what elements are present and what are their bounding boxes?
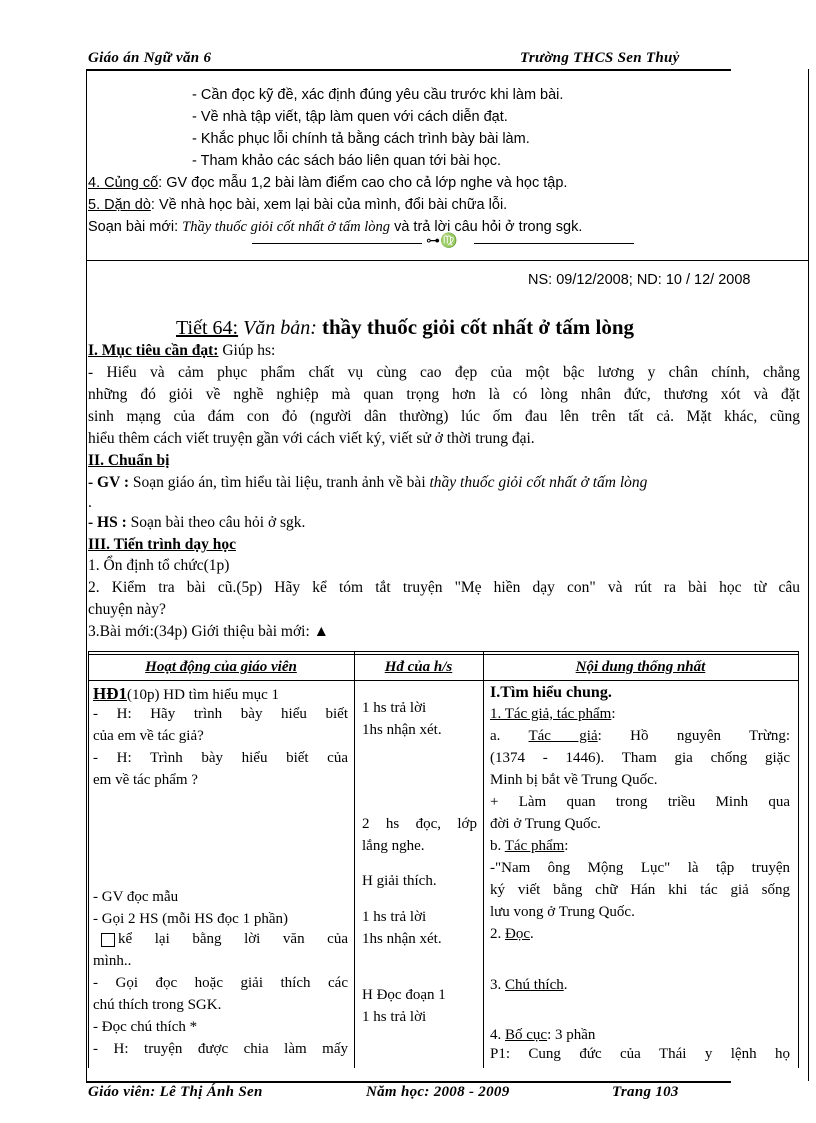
table-top-border	[88, 651, 798, 652]
header-left: Giáo án Ngữ văn 6	[88, 50, 212, 66]
tac-pham-b-line	[490, 838, 568, 855]
hs-text: Soạn bài theo câu hỏi ở sgk.	[126, 514, 306, 531]
a-label: Tác giả	[528, 728, 598, 744]
step-2: 2. Kiểm tra bài cũ.(5p) Hãy kể tóm tắt truyện "Mẹ hiền dạy con" và rút ra bài học từ câu	[88, 579, 800, 596]
bullet-2: - Về nhà tập viết, tập làm quen với cách diễn đạt.	[192, 109, 508, 125]
bo-cuc-label: Bố cục	[505, 1027, 548, 1043]
dan-do-label: 5. Dặn dò	[88, 197, 151, 213]
page-frame-left	[86, 69, 87, 1081]
soan-bai-line	[88, 219, 582, 236]
ornament-rule-left	[252, 243, 422, 244]
col1-line-1: - H: Hãy trình bày hiểu biết	[93, 706, 348, 722]
step-2-cont: chuyện này?	[88, 601, 166, 618]
lesson-title: thầy thuốc giỏi cốt nhất ở tấm lòng	[321, 315, 635, 339]
tac-gia-a-line	[490, 728, 790, 745]
col1-line-12: - H: truyện được chia làm mấy	[93, 1041, 348, 1057]
footer-teacher: Giáo viên: Lê Thị Ánh Sen	[88, 1084, 263, 1100]
p1-line: P1: Cung đức của Thái y lệnh họ	[490, 1046, 790, 1062]
hd1-label: HĐ1	[93, 684, 127, 703]
doc-line	[490, 926, 534, 943]
col3-b-line-1: -"Nam ông Mộng Lục" là tập truyện	[490, 860, 790, 876]
table-header-rule	[88, 680, 798, 681]
soan-title: Thầy thuốc giỏi cốt nhất ở tấm lòng	[182, 219, 391, 235]
col3-a-line-3: + Làm quan trong triều Minh qua	[490, 794, 790, 810]
doc-dot: .	[530, 926, 534, 942]
muc-tieu-label: I. Mục tiêu cần đạt:	[88, 342, 219, 359]
footer-rule	[86, 1081, 731, 1083]
doc-prefix: 2.	[490, 926, 505, 942]
col1-line-6: - Gọi 2 HS (mỗi HS đọc 1 phần)	[93, 911, 288, 927]
soan-suffix: và trả lời câu hỏi ở trong sgk.	[390, 219, 583, 235]
header-right: Trường THCS Sen Thuỷ	[520, 50, 680, 66]
muc-tieu-text: Giúp hs:	[218, 342, 276, 359]
dan-do-line	[88, 197, 507, 213]
step-1: 1. Ổn định tổ chức(1p)	[88, 557, 230, 574]
bullet-1: - Cần đọc kỹ đề, xác định đúng yêu cầu trước khi làm bài.	[192, 87, 564, 103]
col2-line-6: 1 hs trả lời	[362, 909, 427, 925]
muc-tieu-line-1: - Hiểu và cảm phục phẩm chất vụ cùng cao đẹp của một bậc lương y chân chính, chẳng	[88, 364, 800, 381]
b-colon: :	[564, 838, 569, 854]
col2-line-7: 1hs nhận xét.	[362, 931, 442, 947]
muc-tieu-line-4: hiểu thêm cách viết truyện gần với cách viết ký, viết sử ở thời trung đại.	[88, 430, 535, 447]
footer-year: Năm học: 2008 - 2009	[366, 1084, 510, 1100]
gv-title: thầy thuốc giỏi cốt nhất ở tấm lòng	[429, 474, 648, 491]
col2-line-1: 1 hs trả lời	[362, 700, 427, 716]
tiet-label: Tiết 64:	[176, 317, 239, 339]
lesson-dates: NS: 09/12/2008; ND: 10 / 12/ 2008	[528, 272, 751, 288]
footer-page: Trang 103	[612, 1084, 679, 1100]
col2-line-4: lắng nghe.	[362, 838, 425, 854]
col3-a-line-1: (1374 - 1446). Tham gia chống giặc	[490, 750, 790, 766]
muc-tieu-heading	[88, 342, 275, 360]
col1-line-2: của em về tác giả?	[93, 728, 204, 744]
col1-line-3: - H: Trình bày hiểu biết của	[93, 750, 348, 766]
col2-line-8: H Đọc đoạn 1	[362, 987, 446, 1003]
col1-line-11: - Đọc chú thích *	[93, 1019, 198, 1035]
a-text: : Hồ nguyên Trừng:	[597, 728, 790, 744]
tac-gia-label: 1. Tác giả, tác phẩm	[490, 706, 612, 722]
checkbox-icon	[101, 933, 115, 947]
b-prefix: b.	[490, 838, 505, 854]
hs-label: - HS :	[88, 514, 127, 531]
table-col-divider-1	[354, 651, 355, 1068]
table-left-border	[88, 651, 89, 1068]
hd1-line	[93, 684, 279, 704]
col-header-content: Nội dung thống nhất	[575, 659, 706, 675]
col3-b-line-2: ký viết bằng chữ Hán khi tác giả sống	[490, 882, 790, 898]
col3-a-line-2: Minh bị bắt về Trung Quốc.	[490, 772, 658, 788]
chu-thich-prefix: 3.	[490, 977, 505, 993]
col2-line-2: 1hs nhận xét.	[362, 722, 442, 738]
table-col-divider-2	[483, 651, 484, 1068]
page-frame-right	[808, 69, 809, 1081]
section-divider	[86, 260, 808, 261]
col1-line-4: em về tác phẩm ?	[93, 772, 198, 788]
hs-line	[88, 514, 305, 532]
gv-dot: .	[88, 494, 92, 511]
table-right-border	[798, 651, 799, 1068]
hd1-text: (10p) HD tìm hiểu mục 1	[127, 687, 280, 703]
chu-thich-label: Chú thích	[505, 977, 564, 993]
cung-co-line	[88, 175, 567, 191]
tac-gia-colon: :	[611, 706, 616, 722]
dan-do-text: : Về nhà học bài, xem lại bài của mình, đổi bài chữa lỗi.	[150, 197, 508, 213]
col2-line-5: H giải thích.	[362, 873, 437, 889]
table-top-border-inner	[88, 654, 798, 655]
muc-tieu-line-2: những đó giỏi về nghề nghiệp mà quan trọng hơn là có lòng nhân đức, thương xót và đặt	[88, 386, 800, 403]
chu-thich-dot: .	[563, 977, 568, 993]
gv-label: - GV :	[88, 474, 130, 491]
step-3: 3.Bài mới:(34p) Giới thiệu bài mới: ▲	[88, 623, 329, 640]
col-header-teacher: Hoạt động của giáo viên	[145, 659, 297, 675]
bo-cuc-line	[490, 1027, 595, 1044]
tien-trinh-heading: III. Tiến trình dạy học	[88, 536, 237, 553]
col-header-student: Hđ của h/s	[384, 659, 453, 675]
ornament-rule-right	[474, 243, 634, 244]
header-rule	[86, 69, 731, 71]
col2-line-3: 2 hs đọc, lớp	[362, 816, 477, 832]
gv-text: Soạn giáo án, tìm hiểu tài liệu, tranh ảnh về bài	[129, 474, 430, 491]
bullet-4: - Tham khảo các sách báo liên quan tới bài học.	[192, 153, 502, 169]
lesson-title-line	[176, 315, 634, 340]
a-prefix: a.	[490, 728, 529, 744]
col1-line-7: kể lại bằng lời văn của	[118, 931, 348, 947]
col1-line-5: - GV đọc mẫu	[93, 889, 179, 905]
gv-line	[88, 474, 647, 492]
chu-thich-line	[490, 977, 568, 994]
doc-label: Đọc	[505, 926, 530, 942]
bullet-3: - Khắc phục lỗi chính tả bằng cách trình bày bài làm.	[192, 131, 530, 147]
col3-b-line-3: lưu vong ở Trung Quốc.	[490, 904, 635, 920]
cung-co-label: 4. Củng cố	[88, 175, 159, 191]
col1-line-9: - Gọi đọc hoặc giải thích các	[93, 975, 348, 991]
vanban-label: Văn bản:	[238, 317, 322, 339]
col3-section-title: I.Tìm hiểu chung.	[490, 684, 612, 701]
col1-line-8: mình..	[93, 953, 132, 969]
col2-line-9: 1 hs trả lời	[362, 1009, 427, 1025]
cung-co-text: : GV đọc mẫu 1,2 bài làm điểm cao cho cả lớp nghe và học tập.	[158, 175, 568, 191]
soan-prefix: Soạn bài mới:	[88, 219, 183, 235]
tac-gia-line	[490, 706, 616, 723]
bo-cuc-text: : 3 phần	[547, 1027, 596, 1043]
col1-line-10: chú thích trong SGK.	[93, 997, 222, 1013]
ornament-icon: ⊶♍	[426, 234, 458, 249]
chuan-bi-heading: II. Chuẩn bị	[88, 452, 170, 469]
muc-tieu-line-3: sinh mạng của đám con đỏ (người dân thường) lúc ốm đau lên trên tất cả. Mặt khác, cũng	[88, 408, 800, 425]
b-label: Tác phẩm	[504, 838, 565, 854]
bo-cuc-prefix: 4.	[490, 1027, 505, 1043]
col3-a-line-4: đời ở Trung Quốc.	[490, 816, 601, 832]
